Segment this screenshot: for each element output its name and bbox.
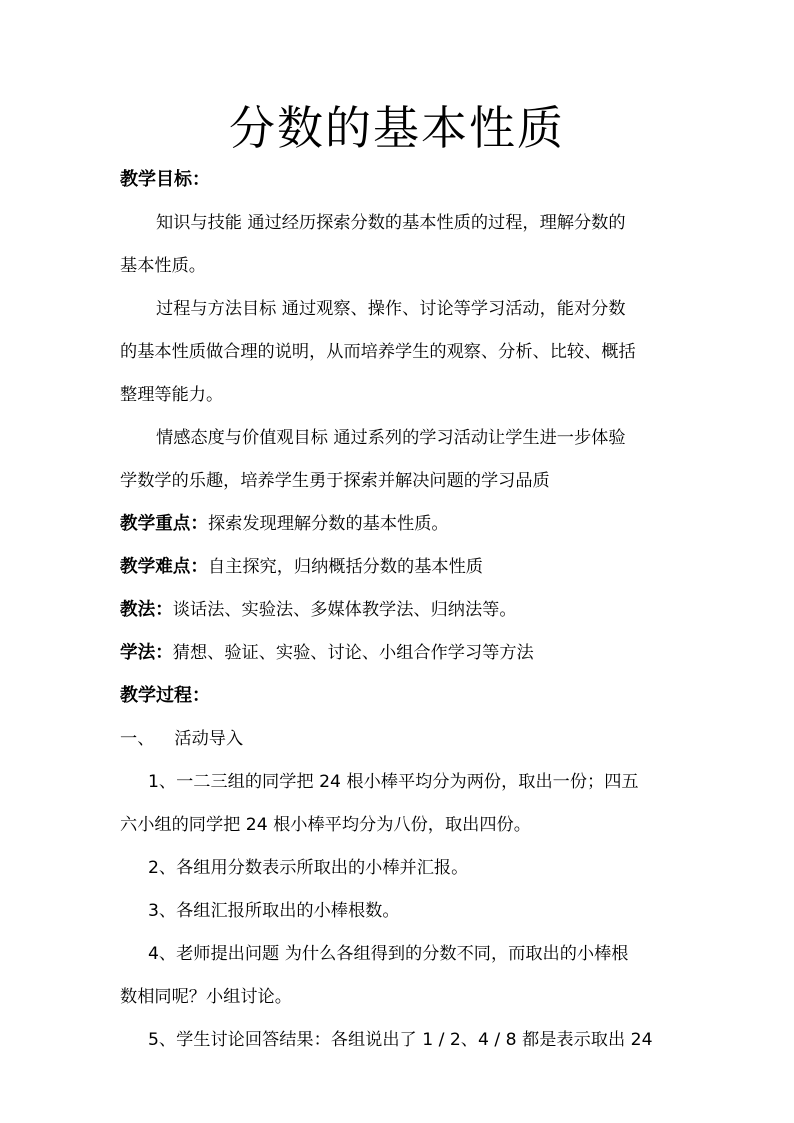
goal-knowledge-line-2: 基本性质。: [120, 256, 206, 276]
step-5-line-1: 5、学生讨论回答结果：各组说出了 1 / 2、4 / 8 都是表示取出 24: [148, 1030, 653, 1050]
learning-method: [120, 641, 680, 665]
goal-process-line-2: 的基本性质做合理的说明，从而培养学生的观察、分析、比较、概括: [120, 342, 636, 362]
step-2: 2、各组用分数表示所取出的小棒并汇报。: [148, 858, 469, 878]
goals-heading: 教学目标：: [120, 169, 210, 190]
goal-process-line-1: 过程与方法目标 通过观察、操作、讨论等学习活动，能对分数: [156, 299, 626, 319]
difficult-point-label: 教学难点：: [120, 557, 208, 577]
step-1-line-2: 六小组的同学把 24 根小棒平均分为八份，取出四份。: [120, 815, 531, 835]
teaching-method-text: 谈话法、实验法、多媒体教学法、归纳法等。: [172, 600, 517, 620]
teaching-method-label: 教法：: [120, 600, 173, 620]
difficult-point: [120, 555, 680, 579]
document-title: 分数的基本性质: [229, 101, 565, 155]
goal-process-line-3: 整理等能力。: [120, 385, 224, 405]
key-point: [120, 512, 680, 536]
teaching-method: [120, 598, 680, 622]
section-1-number: 一、: [120, 729, 155, 749]
section-1-title: 活动导入: [174, 729, 244, 749]
step-1-line-1: 1、一二三组的同学把 24 根小棒平均分为两份，取出一份；四五: [148, 772, 639, 792]
goal-knowledge-line-1: 知识与技能 通过经历探索分数的基本性质的过程，理解分数的: [156, 213, 626, 233]
step-4-line-2: 数相同呢？小组讨论。: [120, 987, 292, 1007]
step-4-line-1: 4、老师提出问题 为什么各组得到的分数不同，而取出的小棒根: [148, 944, 629, 964]
difficult-point-text: 自主探究，归纳概括分数的基本性质: [207, 557, 483, 577]
key-point-label: 教学重点：: [120, 514, 208, 534]
section-1-heading: [120, 727, 680, 751]
learning-method-text: 猜想、验证、实验、讨论、小组合作学习等方法: [172, 643, 534, 663]
learning-method-label: 学法：: [120, 643, 173, 663]
key-point-text: 探索发现理解分数的基本性质。: [207, 514, 449, 534]
goal-emotion-line-2: 学数学的乐趣，培养学生勇于探索并解决问题的学习品质: [120, 471, 550, 491]
process-heading: 教学过程：: [120, 685, 210, 706]
goal-emotion-line-1: 情感态度与价值观目标 通过系列的学习活动让学生进一步体验: [156, 428, 626, 448]
step-3: 3、各组汇报所取出的小棒根数。: [148, 901, 400, 921]
